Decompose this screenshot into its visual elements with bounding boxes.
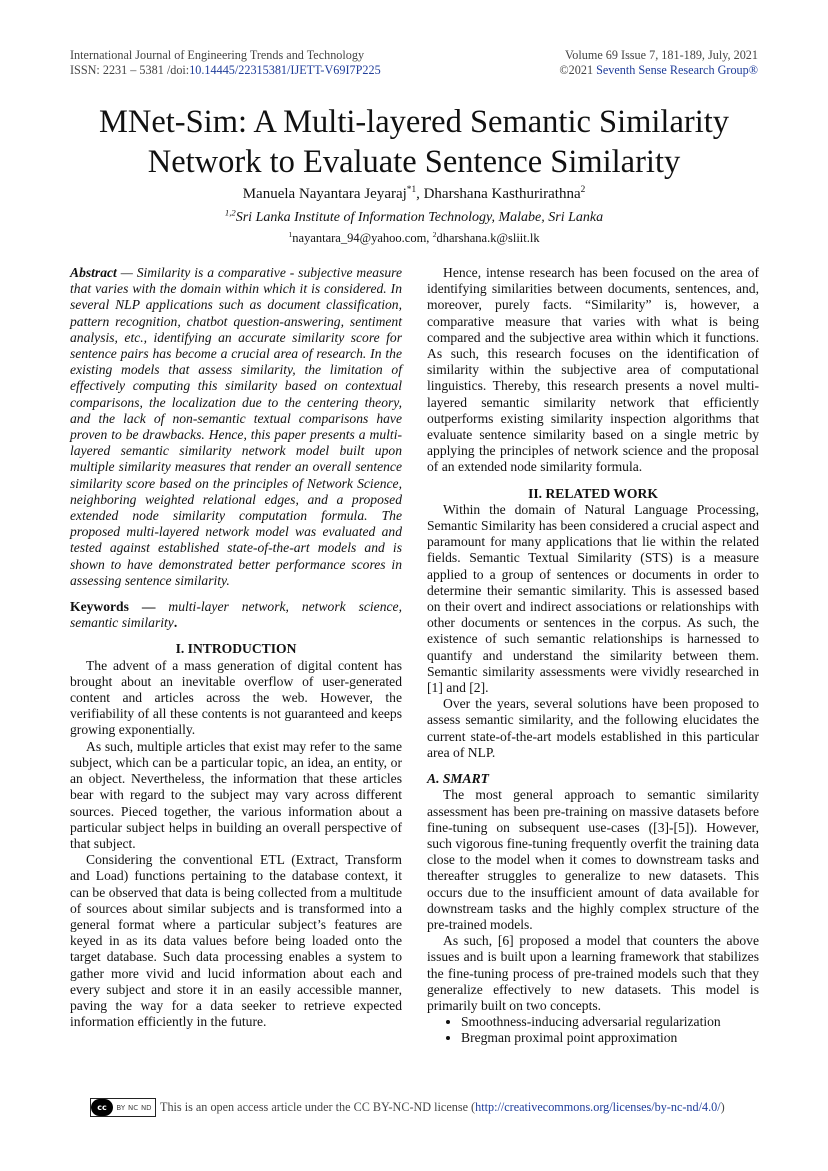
paragraph: As such, [6] proposed a model that counters the above issues and is built upon a learning framework that stabilizes the fine-tuning process of pre-trained models such that they generalize effectively to new datasets. This model is primarily built on two concepts. xyxy=(427,933,759,1013)
paragraph: Considering the conventional ETL (Extract, Transform and Load) functions pertaining to the database context, it can be observed that data is being collected from a multitude of sources about similar subjects and is transformed into a general format where a particular subject’s features are keyed in as its data values before being loaded onto the target database. Such data processing enables a system to gather more vivid and lucid information about each and every subject and store it in an easily accessible manner, paving the way for a data seeker to retrieve expected information efficiently in the future. xyxy=(70,852,402,1030)
right-column xyxy=(427,265,759,1047)
cc-nc: NC xyxy=(127,1103,139,1112)
copyright xyxy=(559,63,758,78)
doi-link[interactable]: 10.14445/22315381/IJETT-V69I7P225 xyxy=(189,63,381,77)
paragraph: As such, multiple articles that exist may refer to the same subject, which can be a particular topic, an idea, an entity, or an object. Nevertheless, the information that these articles bear with regard to the subject may vary across different sources. Pieced together, the various information about a particular subject helps in building an overall perspective of that subject. xyxy=(70,738,402,851)
paper-title: MNet-Sim: A Multi-layered Semantic Similarity Network to Evaluate Sentence Similarity xyxy=(98,104,730,180)
keywords-text: multi-layer network, network science, semantic similarity xyxy=(70,599,402,631)
publisher-link[interactable]: Seventh Sense Research Group® xyxy=(596,63,758,77)
cc-terms xyxy=(113,1104,155,1112)
issn-doi xyxy=(70,63,381,78)
copyright-year: ©2021 xyxy=(559,63,597,77)
abstract-text: Similarity is a comparative - subjective measure that varies with the domain within which it is considered. In several NLP applications such as document classification, pattern recognition, chatbot question-answering, sentiment analysis, etc., identifying an accurate similarity score for sentence pairs has become a crucial area of research. In the existing models that assess similarity, the limitation of effectively computing this similarity based on contextual comparisons, the localization due to the centering theory, and the lack of non-semantic textual comparisons have proven to be drawbacks. Hence, this paper presents a multi-layered semantic similarity network model built upon multiple similarity measures that render an overall sentence similarity score based on the principles of Network Science, neighboring weighted relational edges, and a proposed extended node similarity computation formula. The proposed multi-layered network model was evaluated and tested against established state-of-the-art models and is shown to have demonstrated better performance scores in assessing sentence similarity. xyxy=(70,265,402,588)
author-name: Dharshana Kasthurirathna xyxy=(423,186,581,202)
abstract-label: Abstract xyxy=(70,265,117,280)
section-heading: II. RELATED WORK xyxy=(528,485,658,501)
bullet-list xyxy=(427,1014,759,1046)
license-text: This is an open access article under the CC BY-NC-ND license ( xyxy=(160,1100,476,1114)
page-footer xyxy=(90,1098,768,1117)
list-item: • Bregman proximal point approximation xyxy=(461,1030,759,1046)
email[interactable]: dharshana.k@sliit.lk xyxy=(436,231,540,245)
affiliation-text: Sri Lanka Institute of Information Technology, Malabe, Sri Lanka xyxy=(235,210,604,225)
author-sup: *1 xyxy=(406,185,417,195)
license-link[interactable]: http://creativecommons.org/licenses/by-nc-nd/4.0/ xyxy=(475,1100,721,1114)
cc-license-icon xyxy=(90,1098,156,1117)
keywords-label: Keywords — xyxy=(70,599,156,615)
volume-info: Volume 69 Issue 7, 181-189, July, 2021 xyxy=(565,48,758,62)
header-right xyxy=(559,48,758,78)
email-line xyxy=(0,231,828,246)
author-name: Manuela Nayantara Jeyaraj xyxy=(242,186,407,202)
paragraph: Over the years, several solutions have been proposed to assess semantic similarity, and the following elucidates the current state-of-the-art models established in this particular area of NLP. xyxy=(427,696,759,760)
author-separator: , xyxy=(416,186,424,202)
keywords xyxy=(70,599,402,631)
keywords-end: . xyxy=(173,615,178,631)
list-item: • Smoothness-inducing adversarial regularization xyxy=(461,1014,759,1030)
author-sup: 2 xyxy=(580,185,586,195)
paragraph: Hence, intense research has been focused on the area of identifying similarities between documents, sentences, and, moreover, purely facts. “Similarity” is, however, a comparative measure that varies with what is being compared and the subjective area within which it functions. As such, this research focuses on the identification of similarity within the subjective area of computational linguistics. Thereby, this research presents a novel multi-layered semantic similarity network that efficiently outperforms existing similarity inspection algorithms that evaluate sentence similarity based on a single metric by applying the principles of network science and the proposal of an extended node similarity formula. xyxy=(427,265,759,475)
abstract-dash: — xyxy=(116,265,137,280)
email[interactable]: nayantara_94@yahoo.com, xyxy=(292,231,433,245)
cc-by: BY xyxy=(116,1103,126,1112)
header-left xyxy=(70,48,381,78)
section-heading: I. INTRODUCTION xyxy=(175,641,297,657)
cc-nd: ND xyxy=(140,1103,152,1112)
abstract xyxy=(70,265,402,589)
issn: ISSN: 2231 – 5381 /doi: xyxy=(70,63,190,77)
cc-logo-icon: cc xyxy=(91,1099,113,1116)
subsection-heading: A. SMART xyxy=(427,771,489,787)
affiliation xyxy=(0,207,828,226)
author-line xyxy=(0,186,828,203)
paragraph: Within the domain of Natural Language Processing, Semantic Similarity has been considered a crucial aspect and paramount for many applications that lie within the related fields. Semantic Textual Similarity (STS) is a measure applied to a group of sentences or documents in order to determine their semantic similarity. This is assessed based on their overt and indirect associations or relationships with other documents or sentences in the corpus. As such, the existence of such semantic relationships is harnessed to quantify and understand the similarity between them. Semantic similarity assessments were vividly researched in [1] and [2]. xyxy=(427,501,759,696)
left-column xyxy=(70,265,402,1030)
paragraph: The advent of a mass generation of digital content has brought about an inevitable overflow of user-generated content and articles across the web. However, the verifiability of all these contents is not guaranteed and keeps growing exponentially. xyxy=(70,657,402,738)
email-sup: 2 xyxy=(432,229,437,239)
paragraph: The most general approach to semantic similarity assessment has been pre-training on massive datasets before fine-tuning on subsequent use-cases ([3]-[5]). However, such vigorous fine-tuning frequently overfit the training data close to the model when it comes to downstream tasks and thereafter struggles to generalize to new datasets. This occurs due to the insufficient amount of data available for downstream tasks and the highly complex structure of the pre-trained models. xyxy=(427,787,759,932)
email-sup: 1 xyxy=(288,229,293,239)
journal-name: International Journal of Engineering Trends and Technology xyxy=(70,48,365,62)
affiliation-sup: 1,2 xyxy=(224,207,236,218)
license-close: ) xyxy=(720,1100,725,1114)
